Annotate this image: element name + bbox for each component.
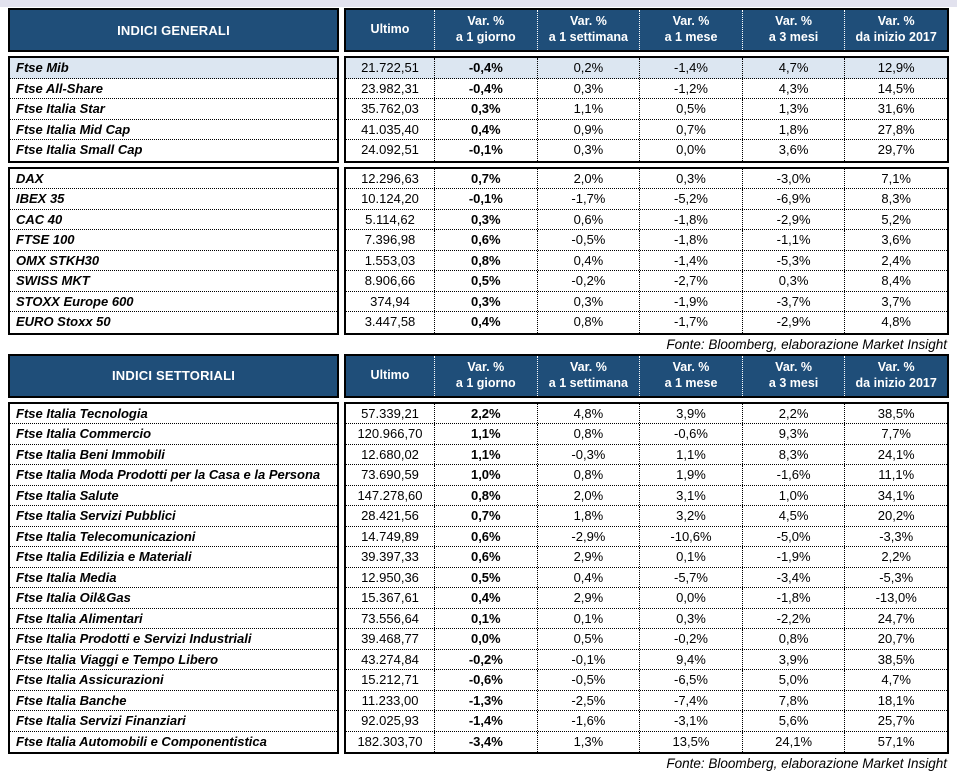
table-title: INDICI SETTORIALI [111,368,236,383]
index-data-row [346,79,947,100]
column-header-sublabel: a 1 settimana [548,30,628,44]
index-label: Ftse Italia Servizi Finanziari [10,711,337,732]
var-percent-value: 0,1% [537,609,640,629]
index-data-row [346,629,947,650]
index-label: Ftse All-Share [10,79,337,100]
index-data-row [346,609,947,630]
var-percent-value: 0,6% [434,547,537,567]
column-header-label: Var. % [877,14,915,29]
index-label: Ftse Italia Alimentari [10,609,337,630]
var-percent-value: -2,9% [742,210,845,230]
var-percent-value: 2,9% [537,547,640,567]
column-header-label: Var. % [672,14,710,29]
index-label: Ftse Italia Commercio [10,424,337,445]
var-percent-value: 5,6% [742,711,845,731]
column-header-label: Var. % [467,14,505,29]
var-percent-value: 1,1% [434,424,537,444]
var-percent-value: 4,7% [742,58,845,78]
ultimo-value: 92.025,93 [361,713,419,728]
var-percent-value: -2,7% [639,271,742,291]
var-percent-value: 0,8% [537,312,640,333]
var-percent-value: 0,6% [434,527,537,547]
var-percent-value: 0,0% [639,588,742,608]
column-headers [344,354,949,398]
var-percent-value: 2,2% [434,404,537,424]
var-percent-value: 31,6% [844,99,947,119]
var-percent-value: -1,9% [742,547,845,567]
data-columns [344,8,949,335]
var-percent-value: 1,1% [639,445,742,465]
ultimo-value: 21.722,51 [361,60,419,75]
var-percent-value: -1,7% [537,189,640,209]
var-percent-value: -0,6% [639,424,742,444]
var-percent-value: -10,6% [639,527,742,547]
var-percent-value: 38,5% [844,650,947,670]
var-percent-value: -3,1% [639,711,742,731]
index-table [8,354,949,755]
var-percent-value: 1,1% [537,99,640,119]
var-percent-value: 2,0% [537,486,640,506]
index-label: Ftse Italia Tecnologia [10,404,337,425]
ultimo-value: 28.421,56 [361,508,419,523]
ultimo-value: 15.367,61 [361,590,419,605]
var-percent-value: 7,7% [844,424,947,444]
var-percent-value: 8,3% [742,445,845,465]
column-header-sublabel: a 3 mesi [768,30,819,44]
var-percent-value: 38,5% [844,404,947,424]
var-percent-value: 0,8% [434,486,537,506]
column-header-var-3-mesi [742,356,845,396]
index-data-row [346,486,947,507]
var-percent-value: 1,0% [742,486,845,506]
var-percent-value: -0,5% [537,670,640,690]
var-percent-value: 27,8% [844,120,947,140]
column-header-var-1-mese [639,356,742,396]
var-percent-value: -13,0% [844,588,947,608]
var-percent-value: 8,4% [844,271,947,291]
var-percent-value: 20,7% [844,629,947,649]
index-label: Ftse Italia Assicurazioni [10,670,337,691]
index-data-row [346,506,947,527]
var-percent-value: 0,3% [639,169,742,189]
ultimo-value: 57.339,21 [361,405,419,421]
index-data-row [346,210,947,231]
column-header-sublabel: da inizio 2017 [855,30,937,44]
var-percent-value: -0,2% [537,271,640,291]
var-percent-value: -5,0% [742,527,845,547]
var-percent-value: 3,6% [844,230,947,250]
var-percent-value: -0,1% [434,189,537,209]
ultimo-value: 12.950,36 [361,569,419,585]
ultimo-value: 39.397,33 [361,549,419,564]
column-header-label: Var. % [467,359,505,374]
index-data-row [346,650,947,671]
var-percent-value: 0,4% [434,312,537,333]
index-label: Ftse Italia Beni Immobili [10,445,337,466]
var-percent-value: 9,4% [639,650,742,670]
column-header-label: Var. % [877,359,915,374]
var-percent-value: -1,3% [434,691,537,711]
index-label: Ftse Italia Moda Prodotti per la Casa e la Persona [10,465,337,486]
var-percent-value: -1,8% [639,230,742,250]
index-labels-group [8,167,339,335]
index-label: Ftse Italia Servizi Pubblici [10,506,337,527]
var-percent-value: 2,4% [844,251,947,271]
column-header-var-1-settimana [537,10,640,50]
var-percent-value: -0,5% [537,230,640,250]
index-label: Ftse Italia Telecomunicazioni [10,527,337,548]
source-note: Fonte: Bloomberg, elaborazione Market Insight [666,336,947,352]
column-header-sublabel: a 1 giorno [455,30,516,44]
index-data-row [346,292,947,313]
index-label: Ftse Italia Mid Cap [10,120,337,141]
ultimo-value: 15.212,71 [361,672,419,687]
var-percent-value: 4,8% [844,312,947,333]
index-label: EURO Stoxx 50 [16,314,111,329]
var-percent-value: -1,8% [639,210,742,230]
var-percent-value: -3,4% [742,568,845,588]
var-percent-value: 0,5% [434,568,537,588]
column-header-sublabel: a 1 giorno [455,375,516,390]
var-percent-value: 1,9% [639,465,742,485]
var-percent-value: 0,0% [639,140,742,161]
column-header-label: Ultimo [370,367,410,382]
var-percent-value: -1,8% [742,588,845,608]
table-title: INDICI GENERALI [117,22,230,38]
var-percent-value: 29,7% [844,140,947,161]
ultimo-value: 10.124,20 [361,191,419,206]
var-percent-value: 0,5% [639,99,742,119]
index-data-row [346,140,947,161]
index-label: Ftse Italia Viaggi e Tempo Libero [10,650,337,671]
var-percent-value: -0,1% [537,650,640,670]
var-percent-value: 1,8% [742,120,845,140]
var-percent-value: -5,3% [844,568,947,588]
var-percent-value: 0,3% [434,99,537,119]
var-percent-value: 4,7% [844,670,947,690]
var-percent-value: 12,9% [844,58,947,78]
index-data-row [346,732,947,753]
index-data-row [346,251,947,272]
var-percent-value: 14,5% [844,79,947,99]
index-label: DAX [10,169,337,190]
column-header-label: Var. % [775,359,813,374]
var-percent-value: 0,3% [537,79,640,99]
index-label: Ftse Italia Star [10,99,337,120]
var-percent-value: -3,0% [742,169,845,189]
var-percent-value: 0,0% [434,629,537,649]
var-percent-value: 0,1% [639,547,742,567]
var-percent-value: 57,1% [844,732,947,753]
var-percent-value: -0,4% [434,79,537,99]
var-percent-value: 3,1% [639,486,742,506]
column-header-var-1-giorno [434,356,537,396]
var-percent-value: -1,6% [742,465,845,485]
var-percent-value: 0,8% [537,465,640,485]
var-percent-value: -6,5% [639,670,742,690]
var-percent-value: 3,6% [742,140,845,161]
ultimo-value: 11.233,00 [361,692,419,708]
column-header-label: Var. % [775,14,813,29]
var-percent-value: 0,3% [537,140,640,161]
var-percent-value: 0,8% [537,424,640,444]
column-header-var-1-mese [639,10,742,50]
index-label: Ftse Italia Automobili e Componentistica [16,733,267,749]
var-percent-value: 0,5% [537,629,640,649]
var-percent-value: 4,8% [537,404,640,424]
var-percent-value: 24,1% [742,732,845,753]
ultimo-value: 14.749,89 [361,528,419,544]
index-label: OMX STKH30 [10,251,337,272]
ultimo-value: 8.906,66 [364,273,416,288]
index-labels-group [8,402,339,755]
var-percent-value: 0,8% [742,629,845,649]
var-percent-value: -3,3% [844,527,947,547]
index-data-row [346,312,947,333]
var-percent-value: 13,5% [639,732,742,753]
market-report-page [0,8,957,773]
column-header-var-1-giorno [434,10,537,50]
var-percent-value: 18,1% [844,691,947,711]
var-percent-value: 0,2% [537,58,640,78]
var-percent-value: 3,7% [844,292,947,312]
var-percent-value: 24,1% [844,445,947,465]
index-data-row [346,404,947,425]
var-percent-value: -2,5% [537,691,640,711]
column-header-sublabel: a 1 mese [664,30,718,44]
ultimo-value: 5.114,62 [365,211,415,227]
index-label: Ftse Italia Media [10,568,337,589]
column-header-sublabel: da inizio 2017 [855,375,937,390]
var-percent-value: 0,3% [639,609,742,629]
var-percent-value: 4,3% [742,79,845,99]
var-percent-value: -1,2% [639,79,742,99]
ultimo-value: 24.092,51 [361,142,419,157]
index-data-row [346,445,947,466]
var-percent-value: -1,1% [742,230,845,250]
var-percent-value: -5,2% [639,189,742,209]
index-values-group [344,402,949,755]
window-top-strip [0,0,957,7]
index-data-row [346,120,947,141]
var-percent-value: 0,3% [434,210,537,230]
var-percent-value: 5,2% [844,210,947,230]
var-percent-value: 8,3% [844,189,947,209]
var-percent-value: 0,4% [434,120,537,140]
column-header-var-1-settimana [537,356,640,396]
var-percent-value: -1,4% [639,251,742,271]
index-data-row [346,271,947,292]
column-header-sublabel: a 1 mese [664,375,718,390]
index-label: Ftse Italia Salute [10,486,337,507]
index-data-row [346,58,947,79]
index-label: IBEX 35 [10,189,337,210]
var-percent-value: 0,7% [639,120,742,140]
var-percent-value: 4,5% [742,506,845,526]
var-percent-value: -0,3% [537,445,640,465]
source-note: Fonte: Bloomberg, elaborazione Market Insight [666,756,947,771]
var-percent-value: 0,7% [434,506,537,526]
index-data-row [346,670,947,691]
column-header-var-da-inizio-2017 [844,356,947,396]
var-percent-value: -0,1% [434,140,537,161]
ultimo-value: 41.035,40 [361,121,419,137]
var-percent-value: 1,1% [434,445,537,465]
ultimo-value: 73.690,59 [361,467,419,482]
index-values-group [344,56,949,163]
var-percent-value: 24,7% [844,609,947,629]
column-headers [344,8,949,52]
index-label: CAC 40 [10,210,337,231]
tables-root [8,8,949,773]
var-percent-value: 25,7% [844,711,947,731]
ultimo-value: 23.982,31 [361,80,419,96]
labels-column [8,8,339,335]
var-percent-value: 0,6% [537,210,640,230]
var-percent-value: 0,7% [434,169,537,189]
var-percent-value: 7,8% [742,691,845,711]
index-data-row [346,588,947,609]
var-percent-value: 0,9% [537,120,640,140]
index-data-row [346,711,947,732]
data-columns [344,354,949,755]
ultimo-value: 39.468,77 [361,631,419,646]
index-data-row [346,691,947,712]
var-percent-value: -1,6% [537,711,640,731]
ultimo-value: 12.680,02 [361,446,419,462]
index-label: Ftse Italia Small Cap [16,142,143,157]
index-label: Ftse Italia Edilizia e Materiali [10,547,337,568]
index-label: SWISS MKT [10,271,337,292]
var-percent-value: 1,3% [537,732,640,753]
var-percent-value: 0,4% [537,568,640,588]
var-percent-value: -0,6% [434,670,537,690]
ultimo-value: 73.556,64 [361,610,419,626]
column-header-sublabel: a 3 mesi [768,375,819,390]
var-percent-value: -0,2% [639,629,742,649]
var-percent-value: 0,1% [434,609,537,629]
ultimo-value: 374,94 [370,293,410,309]
var-percent-value: 0,6% [434,230,537,250]
var-percent-value: 0,8% [434,251,537,271]
table-title-header [8,354,339,398]
var-percent-value: 0,3% [537,292,640,312]
var-percent-value: 3,2% [639,506,742,526]
column-header-label: Var. % [672,359,710,374]
index-data-row [346,169,947,190]
var-percent-value: 0,4% [434,588,537,608]
var-percent-value: 3,9% [639,404,742,424]
column-header-ultimo [346,10,434,50]
var-percent-value: -3,7% [742,292,845,312]
var-percent-value: 5,0% [742,670,845,690]
var-percent-value: 1,8% [537,506,640,526]
var-percent-value: 7,1% [844,169,947,189]
var-percent-value: 0,3% [434,292,537,312]
var-percent-value: -1,4% [434,711,537,731]
index-label: Ftse Italia Prodotti e Servizi Industriali [10,629,337,650]
index-data-row [346,568,947,589]
index-label: STOXX Europe 600 [10,292,337,313]
index-data-row [346,189,947,210]
var-percent-value: 0,3% [742,271,845,291]
var-percent-value: 0,5% [434,271,537,291]
index-data-row [346,424,947,445]
var-percent-value: -1,7% [639,312,742,333]
index-label: FTSE 100 [10,230,337,251]
var-percent-value: -2,9% [537,527,640,547]
var-percent-value: 9,3% [742,424,845,444]
ultimo-value: 147.278,60 [357,487,423,503]
var-percent-value: 20,2% [844,506,947,526]
column-header-label: Var. % [569,14,607,29]
var-percent-value: -6,9% [742,189,845,209]
table-title-header [8,8,339,52]
var-percent-value: -1,4% [639,58,742,78]
index-data-row [346,465,947,486]
var-percent-value: 2,0% [537,169,640,189]
index-label: Ftse Italia Oil&Gas [10,588,337,609]
index-label: Ftse Mib [10,58,337,79]
index-label: Ftse Italia Banche [10,691,337,712]
ultimo-value: 12.296,63 [361,170,419,186]
var-percent-value: 2,2% [844,547,947,567]
column-header-ultimo [346,356,434,396]
var-percent-value: -5,7% [639,568,742,588]
column-header-var-3-mesi [742,10,845,50]
ultimo-value: 35.762,03 [361,101,419,116]
ultimo-value: 7.396,98 [364,232,416,247]
index-values-group [344,167,949,335]
var-percent-value: 2,2% [742,404,845,424]
var-percent-value: -1,9% [639,292,742,312]
index-data-row [346,99,947,120]
var-percent-value: 3,9% [742,650,845,670]
ultimo-value: 3.447,58 [364,314,416,329]
index-data-row [346,230,947,251]
column-header-var-da-inizio-2017 [844,10,947,50]
column-header-sublabel: a 1 settimana [548,375,628,390]
var-percent-value: 34,1% [844,486,947,506]
index-data-row [346,547,947,568]
var-percent-value: 2,9% [537,588,640,608]
index-data-row [346,527,947,548]
var-percent-value: -2,9% [742,312,845,333]
var-percent-value: 0,4% [537,251,640,271]
ultimo-value: 120.966,70 [357,426,423,441]
labels-column [8,354,339,755]
column-header-label: Ultimo [370,22,410,37]
var-percent-value: -0,4% [434,58,537,78]
var-percent-value: -3,4% [434,732,537,753]
var-percent-value: 1,3% [742,99,845,119]
var-percent-value: -5,3% [742,251,845,271]
var-percent-value: -7,4% [639,691,742,711]
ultimo-value: 182.303,70 [357,733,423,749]
var-percent-value: 1,0% [434,465,537,485]
var-percent-value: -0,2% [434,650,537,670]
index-labels-group [8,56,339,163]
ultimo-value: 1.553,03 [364,252,416,268]
column-header-label: Var. % [569,359,607,374]
var-percent-value: 11,1% [844,465,947,485]
var-percent-value: -2,2% [742,609,845,629]
index-table [8,8,949,335]
ultimo-value: 43.274,84 [361,651,419,667]
